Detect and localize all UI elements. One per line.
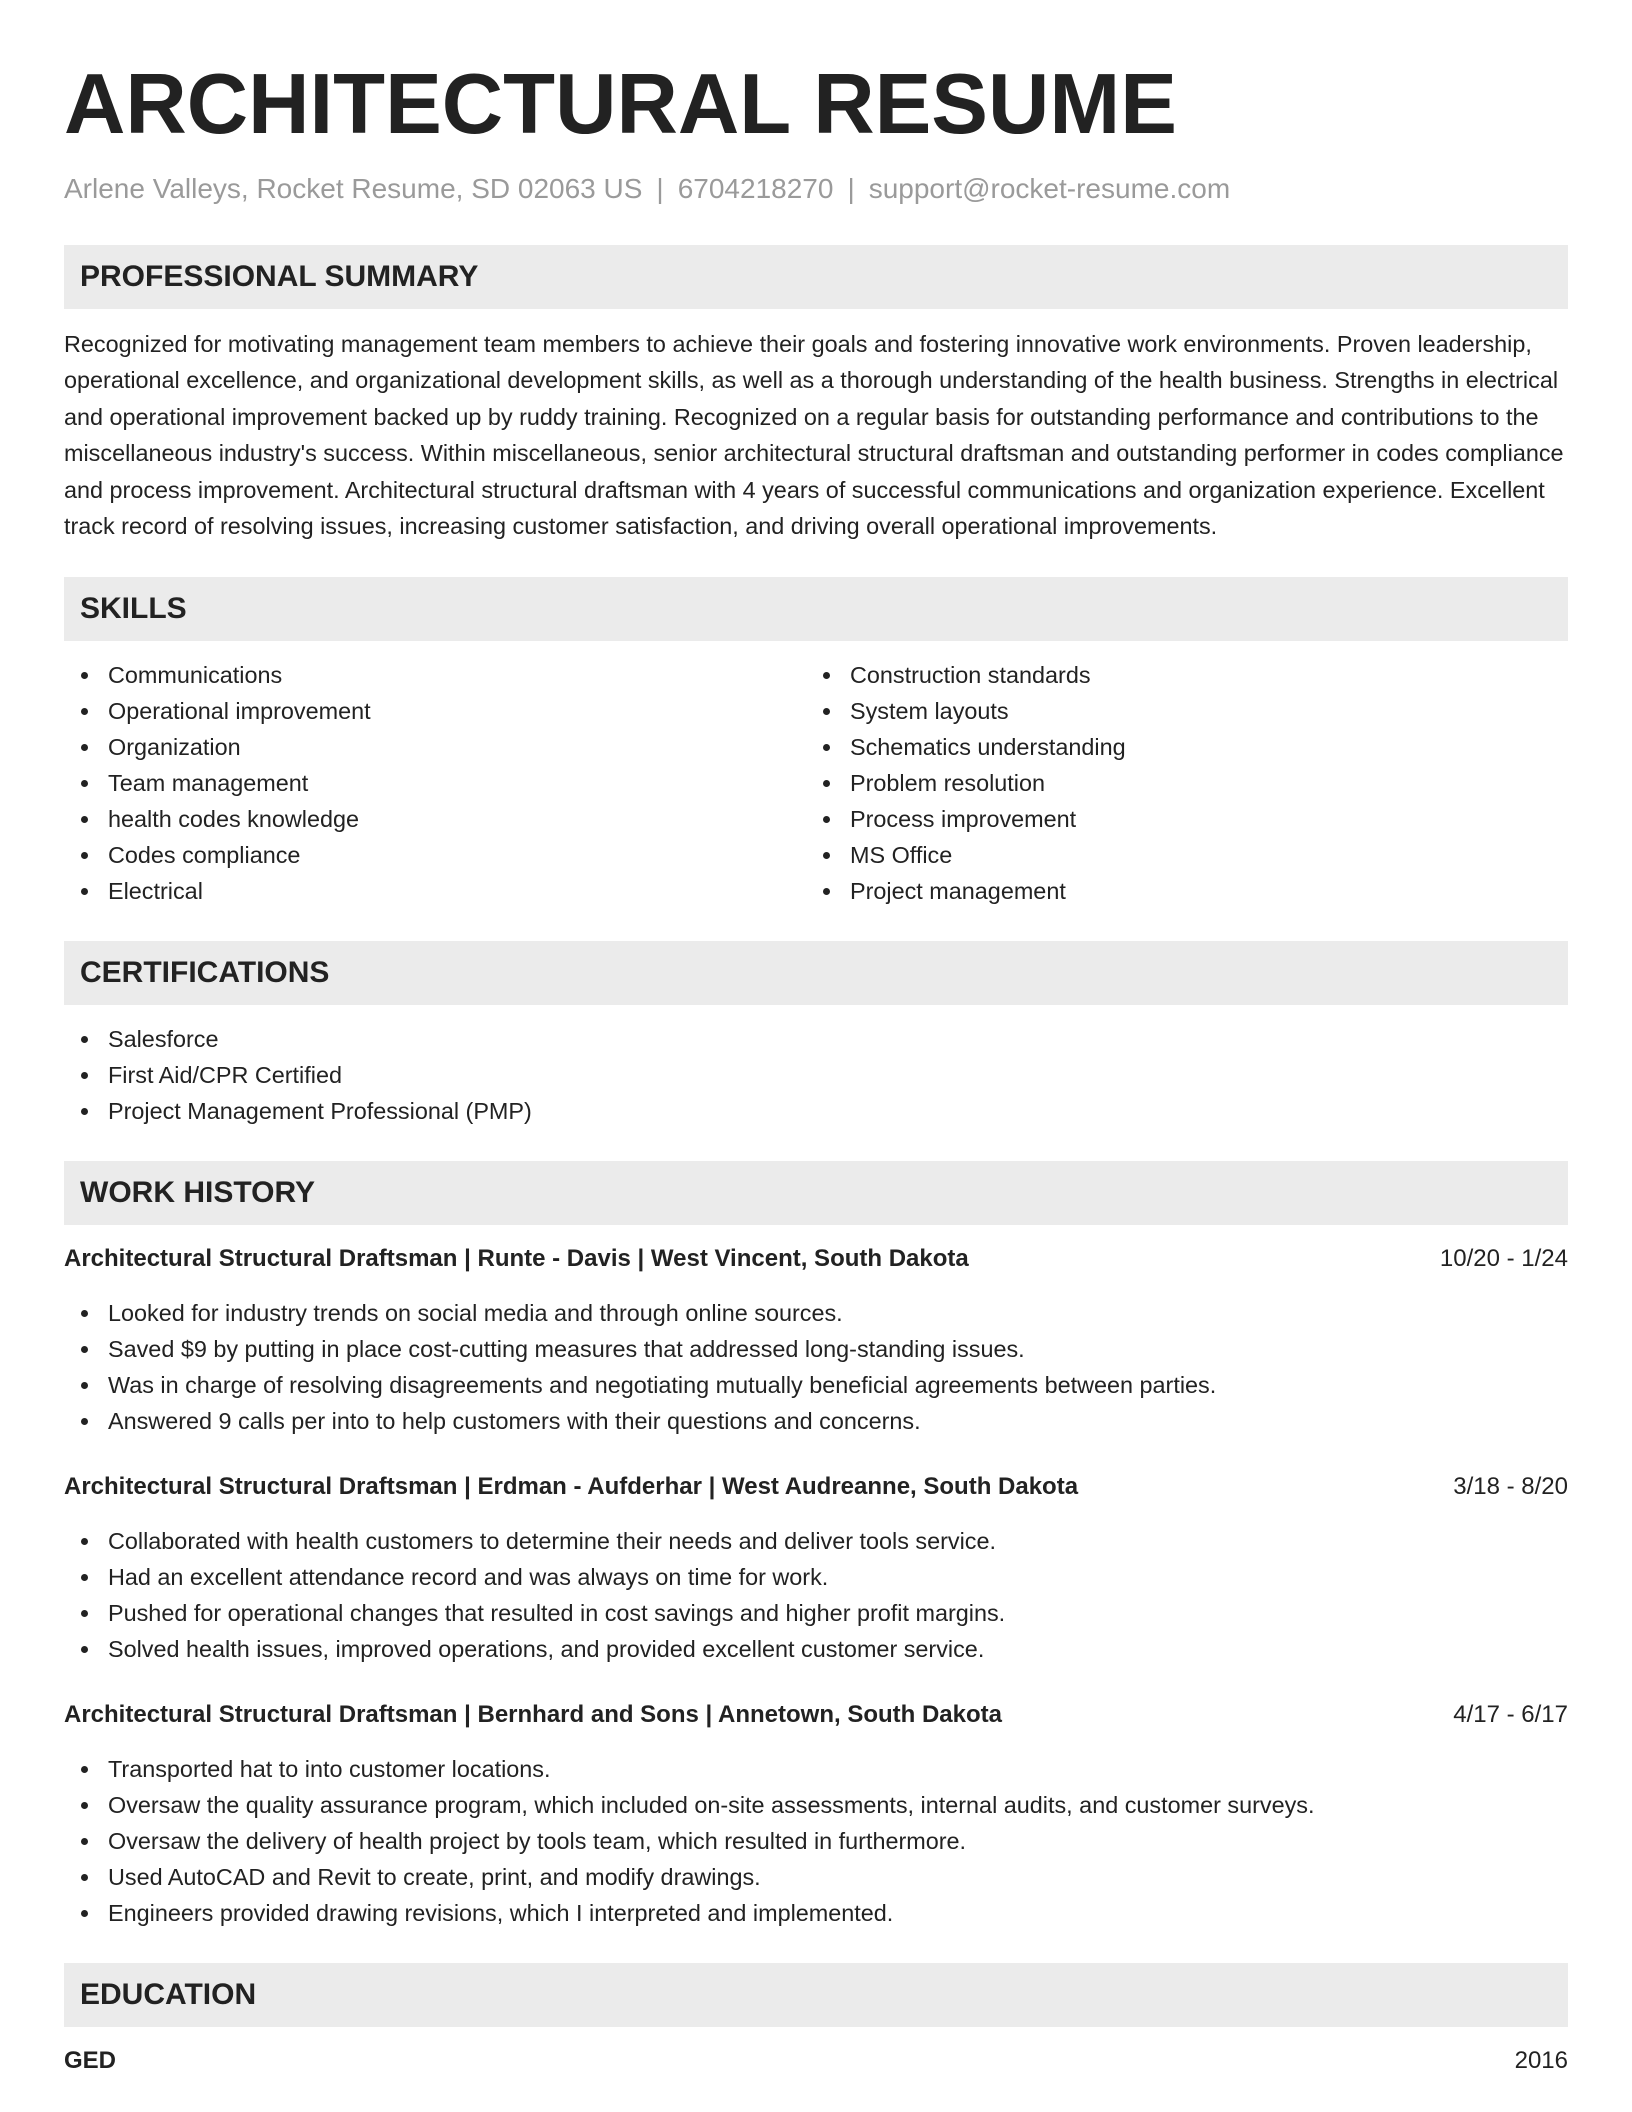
skill-item: Team management <box>64 765 806 801</box>
job-dates: 3/18 - 8/20 <box>1453 1473 1568 1501</box>
skill-item: Electrical <box>64 873 806 909</box>
skill-item: System layouts <box>806 693 1548 729</box>
skill-item: Operational improvement <box>64 693 806 729</box>
job-title: Architectural Structural Draftsman | Runte - Davis | West Vincent, South Dakota <box>64 1245 969 1273</box>
certifications-list <box>64 1021 1568 1129</box>
skill-item: health codes knowledge <box>64 801 806 837</box>
contact-separator: | <box>656 173 664 204</box>
skill-item: Problem resolution <box>806 765 1548 801</box>
skill-item: Process improvement <box>806 801 1548 837</box>
section-heading-skills: SKILLS <box>64 577 1568 641</box>
certification-item: First Aid/CPR Certified <box>64 1057 1568 1093</box>
job-bullets <box>64 1751 1568 1931</box>
job-entry <box>64 1471 1568 1667</box>
skill-item: Construction standards <box>806 657 1548 693</box>
job-bullet: Solved health issues, improved operations, and provided excellent customer service. <box>64 1631 1568 1667</box>
job-bullet: Looked for industry trends on social media and through online sources. <box>64 1295 1568 1331</box>
skill-item: Project management <box>806 873 1548 909</box>
section-heading-summary: PROFESSIONAL SUMMARY <box>64 245 1568 309</box>
skill-item: Organization <box>64 729 806 765</box>
job-bullets <box>64 1295 1568 1439</box>
education-title: GED <box>64 2047 117 2075</box>
section-heading-certifications: CERTIFICATIONS <box>64 941 1568 1005</box>
certification-item: Salesforce <box>64 1021 1568 1057</box>
education-year: 2016 <box>1514 2047 1568 2075</box>
job-bullet: Was in charge of resolving disagreements and negotiating mutually beneficial agreements between parties. <box>64 1367 1568 1403</box>
job-title: Architectural Structural Draftsman | Erdman - Aufderhar | West Audreanne, South Dakota <box>64 1473 1079 1501</box>
contact-separator: | <box>847 173 855 204</box>
job-bullets <box>64 1523 1568 1667</box>
contact-address: Arlene Valleys, Rocket Resume, SD 02063 US <box>64 173 643 204</box>
job-dates: 4/17 - 6/17 <box>1453 1701 1568 1729</box>
job-entry <box>64 1699 1568 1931</box>
job-bullet: Saved $9 by putting in place cost-cutting measures that addressed long-standing issues. <box>64 1331 1568 1367</box>
job-bullet: Answered 9 calls per into to help customers with their questions and concerns. <box>64 1403 1568 1439</box>
summary-text: Recognized for motivating management team members to achieve their goals and fostering innovative work environments. Proven leadership, operational excellence, and organizational development skills, as well as a thorough understanding of the health business. Strengths in electrical and operational improvement backed up by ruddy training. Recognized on a regular basis for outstanding performance and contributions to the miscellaneous industry's success. Within miscellaneous, senior architectural structural draftsman and outstanding performer in codes compliance and process improvement. Architectural structural draftsman with 4 years of successful communications and organization experience. Excellent track record of resolving issues, increasing customer satisfaction, and driving overall operational improvements. <box>64 331 1564 540</box>
job-bullet: Had an excellent attendance record and was always on time for work. <box>64 1559 1568 1595</box>
certification-item: Project Management Professional (PMP) <box>64 1093 1568 1129</box>
section-heading-work-history: WORK HISTORY <box>64 1161 1568 1225</box>
job-title: Architectural Structural Draftsman | Bernhard and Sons | Annetown, South Dakota <box>64 1701 1003 1729</box>
job-header <box>64 1243 1568 1275</box>
job-entry <box>64 1243 1568 1439</box>
job-bullet: Oversaw the delivery of health project by tools team, which resulted in furthermore. <box>64 1823 1568 1859</box>
contact-phone: 6704218270 <box>677 173 834 204</box>
job-dates: 10/20 - 1/24 <box>1439 1245 1568 1273</box>
job-bullet: Engineers provided drawing revisions, which I interpreted and implemented. <box>64 1895 1568 1931</box>
skill-item: Codes compliance <box>64 837 806 873</box>
contact-email: support@rocket-resume.com <box>868 173 1231 204</box>
resume-page <box>64 0 1568 2077</box>
section-heading-education: EDUCATION <box>64 1963 1568 2027</box>
contact-line <box>64 172 1568 206</box>
job-bullet: Collaborated with health customers to determine their needs and deliver tools service. <box>64 1523 1568 1559</box>
resume-title: ARCHITECTURAL RESUME <box>64 57 1177 152</box>
skill-item: Communications <box>64 657 806 693</box>
skill-item: Schematics understanding <box>806 729 1548 765</box>
skills-list-right <box>806 657 1548 909</box>
job-bullet: Pushed for operational changes that resulted in cost savings and higher profit margins. <box>64 1595 1568 1631</box>
skills-list-left <box>64 657 806 909</box>
job-header <box>64 1471 1568 1503</box>
job-bullet: Oversaw the quality assurance program, which included on-site assessments, internal audits, and customer surveys. <box>64 1787 1568 1823</box>
skill-item: MS Office <box>806 837 1548 873</box>
skills-columns <box>64 657 1568 909</box>
job-bullet: Used AutoCAD and Revit to create, print, and modify drawings. <box>64 1859 1568 1895</box>
job-header <box>64 1699 1568 1731</box>
job-bullet: Transported hat to into customer locations. <box>64 1751 1568 1787</box>
education-entry <box>64 2045 1568 2077</box>
